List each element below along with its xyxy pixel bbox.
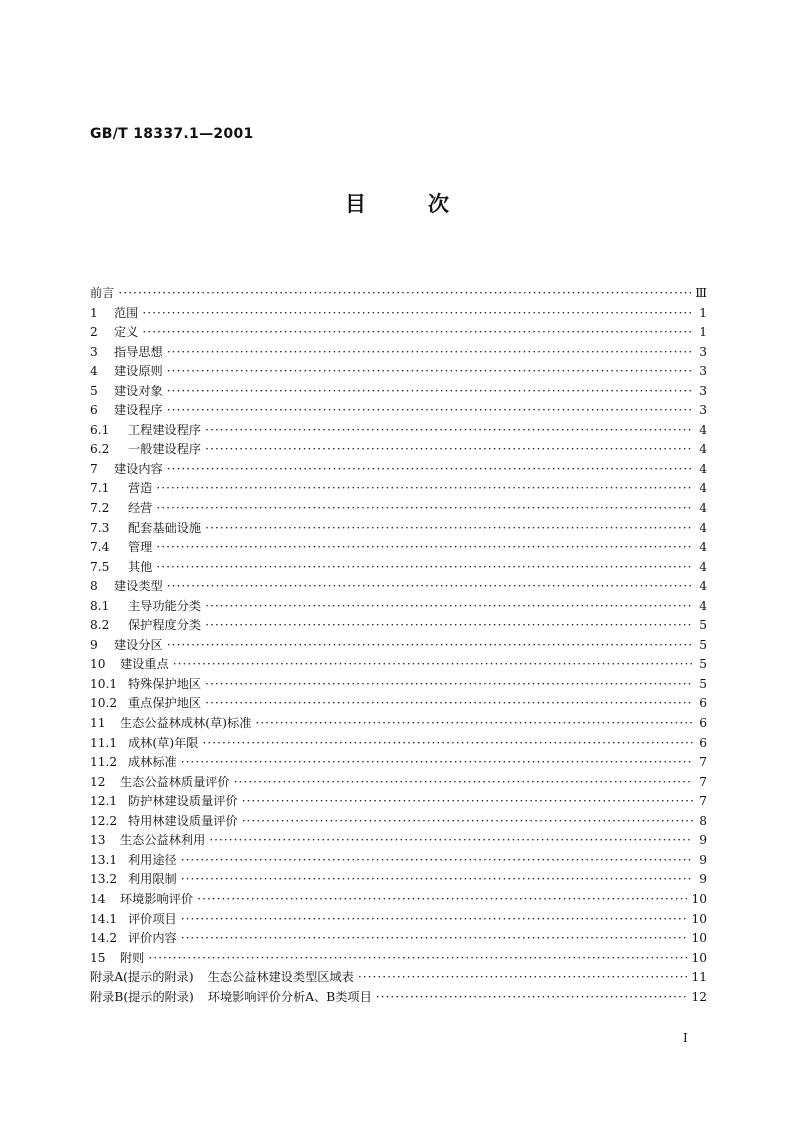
toc-entry-number: 12 bbox=[90, 774, 106, 789]
toc-entry-title: 生态公益林建设类型区域表 bbox=[207, 970, 354, 985]
toc-entry-title: 特用林建设质量评价 bbox=[128, 813, 238, 828]
toc-entry-page: 4 bbox=[699, 559, 707, 574]
toc-entry-page: 12 bbox=[691, 989, 707, 1004]
toc-entry-number: 5 bbox=[90, 383, 98, 398]
toc-leader-dots bbox=[181, 870, 693, 890]
toc-entry-page: 6 bbox=[699, 716, 707, 731]
toc-entry[interactable] bbox=[90, 949, 707, 969]
toc-entry[interactable] bbox=[90, 558, 707, 578]
toc-entry-number: 8 bbox=[90, 579, 98, 594]
toc-leader-dots bbox=[197, 890, 687, 910]
toc-entry-number: 6.2 bbox=[90, 442, 110, 457]
toc-entry-title: 管理 bbox=[128, 540, 153, 555]
toc-entry-number: 11.2 bbox=[90, 755, 118, 770]
toc-entry[interactable] bbox=[90, 636, 707, 656]
toc-entry[interactable] bbox=[90, 343, 707, 363]
toc-entry-title: 附则 bbox=[120, 950, 145, 965]
toc-entry-title: 评价项目 bbox=[128, 911, 177, 926]
toc-entry-page: 3 bbox=[699, 403, 707, 418]
toc-entry[interactable] bbox=[90, 440, 707, 460]
toc-entry[interactable] bbox=[90, 910, 707, 930]
toc-entry-page: 5 bbox=[699, 676, 707, 691]
toc-entry-page: 9 bbox=[699, 852, 707, 867]
toc-leader-dots bbox=[181, 929, 688, 949]
toc-entry-number: 11 bbox=[90, 716, 106, 731]
toc-entry-number: 10.1 bbox=[90, 676, 118, 691]
toc-entry-page: 1 bbox=[699, 325, 707, 340]
toc-entry-number: 14.2 bbox=[90, 931, 118, 946]
toc-entry-page: 4 bbox=[699, 442, 707, 457]
toc-entry-title: 建设分区 bbox=[114, 637, 163, 652]
toc-entry-title: 指导思想 bbox=[114, 344, 163, 359]
toc-entry-number: 8.2 bbox=[90, 618, 110, 633]
toc-entry-number: 13.2 bbox=[90, 872, 118, 887]
toc-entry-page: 7 bbox=[699, 755, 707, 770]
toc-entry-title: 工程建设程序 bbox=[128, 422, 202, 437]
toc-leader-dots bbox=[205, 519, 693, 539]
toc-entry[interactable] bbox=[90, 304, 707, 324]
toc-leader-dots bbox=[181, 851, 693, 871]
toc-leader-dots bbox=[234, 773, 693, 793]
toc-entry-number: 2 bbox=[90, 325, 98, 340]
toc-entry-number: 11.1 bbox=[90, 735, 118, 750]
toc-entry-page: 4 bbox=[699, 461, 707, 476]
toc-entry-number: 14.1 bbox=[90, 911, 118, 926]
toc-entry[interactable] bbox=[90, 401, 707, 421]
toc-entry[interactable] bbox=[90, 694, 707, 714]
toc-leader-dots bbox=[205, 616, 693, 636]
toc-entry-title: 利用限制 bbox=[128, 872, 177, 887]
toc-entry-title: 经营 bbox=[128, 501, 153, 516]
toc-entry-page: 3 bbox=[699, 383, 707, 398]
toc-entry-title: 建设程序 bbox=[114, 403, 163, 418]
toc-entry-title: 环境影响评价 bbox=[120, 891, 194, 906]
toc-entry-title: 其他 bbox=[128, 559, 153, 574]
toc-entry-number: 12.2 bbox=[90, 813, 118, 828]
toc-leader-dots bbox=[181, 753, 693, 773]
toc-entry[interactable] bbox=[90, 460, 707, 480]
toc-leader-dots bbox=[209, 831, 693, 851]
toc-entry-page: 7 bbox=[699, 774, 707, 789]
toc-entry-title: 定义 bbox=[114, 325, 139, 340]
toc-entry-number: 4 bbox=[90, 364, 98, 379]
toc-leader-dots bbox=[156, 558, 693, 578]
toc-entry-title: 前言 bbox=[90, 286, 115, 300]
toc-entry-title: 营造 bbox=[128, 481, 153, 496]
toc-entry-number: 附录A(提示的附录) bbox=[90, 970, 194, 985]
toc-entry-number: 8.1 bbox=[90, 598, 110, 613]
toc-entry-number: 7.2 bbox=[90, 501, 110, 516]
toc-entry-page: 3 bbox=[699, 344, 707, 359]
toc-entry-number: 附录B(提示的附录) bbox=[90, 989, 194, 1004]
toc-leader-dots bbox=[205, 440, 693, 460]
toc-entry-number: 10 bbox=[90, 657, 106, 672]
toc-leader-dots bbox=[142, 304, 693, 324]
toc-entry[interactable] bbox=[90, 499, 707, 519]
toc-entry-title: 评价内容 bbox=[128, 931, 177, 946]
toc-entry-number: 3 bbox=[90, 344, 98, 359]
toc-entry-title: 重点保护地区 bbox=[128, 696, 202, 711]
toc-leader-dots bbox=[358, 968, 688, 988]
toc-leader-dots bbox=[167, 636, 693, 656]
toc-entry-title: 防护林建设质量评价 bbox=[128, 794, 238, 809]
toc-entry[interactable] bbox=[90, 812, 707, 832]
toc-entry[interactable] bbox=[90, 929, 707, 949]
toc-entry-number: 15 bbox=[90, 950, 106, 965]
toc-entry-page: 6 bbox=[699, 696, 707, 711]
toc-entry-title: 配套基础设施 bbox=[128, 520, 202, 535]
page-title: 目次 bbox=[345, 192, 511, 216]
toc-entry-number: 7.1 bbox=[90, 481, 110, 496]
toc-leader-dots bbox=[242, 792, 693, 812]
toc-entry-number: 13.1 bbox=[90, 852, 118, 867]
toc-entry-page: 11 bbox=[691, 970, 707, 985]
toc-entry[interactable] bbox=[90, 323, 707, 343]
toc-entry-page: 1 bbox=[699, 305, 707, 320]
toc-entry-number: 7.4 bbox=[90, 540, 110, 555]
toc-entry-title: 范围 bbox=[114, 305, 139, 320]
toc-leader-dots bbox=[376, 988, 688, 1008]
toc-entry-number: 14 bbox=[90, 891, 106, 906]
toc-entry-page: 4 bbox=[699, 540, 707, 555]
toc-entry-page: 3 bbox=[699, 364, 707, 379]
toc-entry[interactable] bbox=[90, 577, 707, 597]
table-of-contents bbox=[90, 284, 707, 1007]
toc-entry-title: 建设重点 bbox=[120, 657, 169, 672]
toc-leader-dots bbox=[205, 694, 693, 714]
toc-entry[interactable] bbox=[90, 479, 707, 499]
toc-entry-title: 特殊保护地区 bbox=[128, 676, 202, 691]
toc-entry[interactable] bbox=[90, 734, 707, 754]
toc-leader-dots bbox=[205, 597, 693, 617]
toc-entry-page: Ⅲ bbox=[695, 286, 707, 300]
page-number: Ⅰ bbox=[683, 1031, 688, 1045]
toc-entry-page: 9 bbox=[699, 833, 707, 848]
toc-leader-dots bbox=[181, 910, 688, 930]
toc-leader-dots bbox=[156, 499, 693, 519]
toc-entry-number: 7.3 bbox=[90, 520, 110, 535]
toc-entry[interactable] bbox=[90, 655, 707, 675]
toc-entry[interactable] bbox=[90, 792, 707, 812]
toc-entry-page: 5 bbox=[699, 618, 707, 633]
toc-entry[interactable] bbox=[90, 597, 707, 617]
toc-leader-dots bbox=[242, 812, 693, 832]
toc-leader-dots bbox=[205, 675, 693, 695]
toc-entry[interactable] bbox=[90, 831, 707, 851]
toc-leader-dots bbox=[167, 343, 693, 363]
toc-entry-number: 7.5 bbox=[90, 559, 110, 574]
toc-entry-number: 6.1 bbox=[90, 422, 110, 437]
toc-entry-page: 4 bbox=[699, 422, 707, 437]
toc-leader-dots bbox=[142, 323, 693, 343]
toc-entry-title: 建设对象 bbox=[114, 383, 163, 398]
toc-entry[interactable] bbox=[90, 675, 707, 695]
toc-entry-title: 成林标准 bbox=[128, 755, 177, 770]
toc-leader-dots bbox=[156, 538, 693, 558]
toc-leader-dots bbox=[167, 577, 693, 597]
toc-entry-title: 生态公益林质量评价 bbox=[120, 774, 230, 789]
toc-entry-title: 生态公益林利用 bbox=[120, 833, 206, 848]
toc-entry-title: 保护程度分类 bbox=[128, 618, 202, 633]
toc-entry[interactable] bbox=[90, 362, 707, 382]
toc-entry-page: 10 bbox=[691, 911, 707, 926]
toc-leader-dots bbox=[167, 382, 693, 402]
toc-entry-page: 10 bbox=[691, 891, 707, 906]
toc-entry-title: 环境影响评价分析A、B类项目 bbox=[207, 989, 372, 1004]
toc-entry[interactable] bbox=[90, 870, 707, 890]
toc-entry[interactable] bbox=[90, 773, 707, 793]
toc-leader-dots bbox=[167, 460, 693, 480]
toc-entry-title: 一般建设程序 bbox=[128, 442, 202, 457]
toc-entry[interactable] bbox=[90, 753, 707, 773]
toc-entry[interactable] bbox=[90, 421, 707, 441]
toc-entry-page: 4 bbox=[699, 501, 707, 516]
toc-entry-title: 生态公益林成林(草)标准 bbox=[120, 716, 252, 731]
toc-entry[interactable] bbox=[90, 968, 707, 988]
toc-entry-page: 10 bbox=[691, 950, 707, 965]
toc-leader-dots bbox=[255, 714, 693, 734]
toc-entry[interactable] bbox=[90, 382, 707, 402]
toc-entry-number: 13 bbox=[90, 833, 106, 848]
toc-entry-title: 主导功能分类 bbox=[128, 598, 202, 613]
toc-leader-dots bbox=[156, 479, 693, 499]
toc-leader-dots bbox=[202, 734, 693, 754]
standard-code: GB/T 18337.1—2001 bbox=[90, 126, 254, 142]
toc-entry-page: 8 bbox=[699, 813, 707, 828]
toc-entry-page: 10 bbox=[691, 931, 707, 946]
toc-entry[interactable] bbox=[90, 519, 707, 539]
toc-entry-title: 建设内容 bbox=[114, 461, 163, 476]
toc-entry-page: 5 bbox=[699, 637, 707, 652]
toc-entry-page: 7 bbox=[699, 794, 707, 809]
toc-entry-title: 成林(草)年限 bbox=[128, 735, 199, 750]
toc-entry-number: 7 bbox=[90, 461, 98, 476]
toc-entry[interactable] bbox=[90, 284, 707, 304]
toc-leader-dots bbox=[148, 949, 687, 969]
toc-entry-page: 4 bbox=[699, 481, 707, 496]
toc-leader-dots bbox=[167, 401, 693, 421]
toc-entry-number: 10.2 bbox=[90, 696, 118, 711]
toc-entry[interactable] bbox=[90, 538, 707, 558]
toc-entry-number: 12.1 bbox=[90, 794, 118, 809]
toc-entry-number: 1 bbox=[90, 305, 98, 320]
toc-entry[interactable] bbox=[90, 851, 707, 871]
toc-entry-page: 4 bbox=[699, 579, 707, 594]
toc-entry-title: 建设原则 bbox=[114, 364, 163, 379]
toc-entry-number: 6 bbox=[90, 403, 98, 418]
toc-entry[interactable] bbox=[90, 616, 707, 636]
toc-entry-page: 4 bbox=[699, 520, 707, 535]
toc-entry[interactable] bbox=[90, 988, 707, 1008]
toc-leader-dots bbox=[173, 655, 693, 675]
toc-entry-page: 5 bbox=[699, 657, 707, 672]
toc-leader-dots bbox=[118, 284, 691, 304]
toc-entry-number: 9 bbox=[90, 637, 98, 652]
toc-leader-dots bbox=[167, 362, 693, 382]
toc-leader-dots bbox=[205, 421, 693, 441]
toc-entry[interactable] bbox=[90, 714, 707, 734]
toc-entry-title: 建设类型 bbox=[114, 579, 163, 594]
toc-entry[interactable] bbox=[90, 890, 707, 910]
toc-entry-page: 9 bbox=[699, 872, 707, 887]
toc-entry-title: 利用途径 bbox=[128, 852, 177, 867]
toc-entry-page: 4 bbox=[699, 598, 707, 613]
toc-entry-page: 6 bbox=[699, 735, 707, 750]
